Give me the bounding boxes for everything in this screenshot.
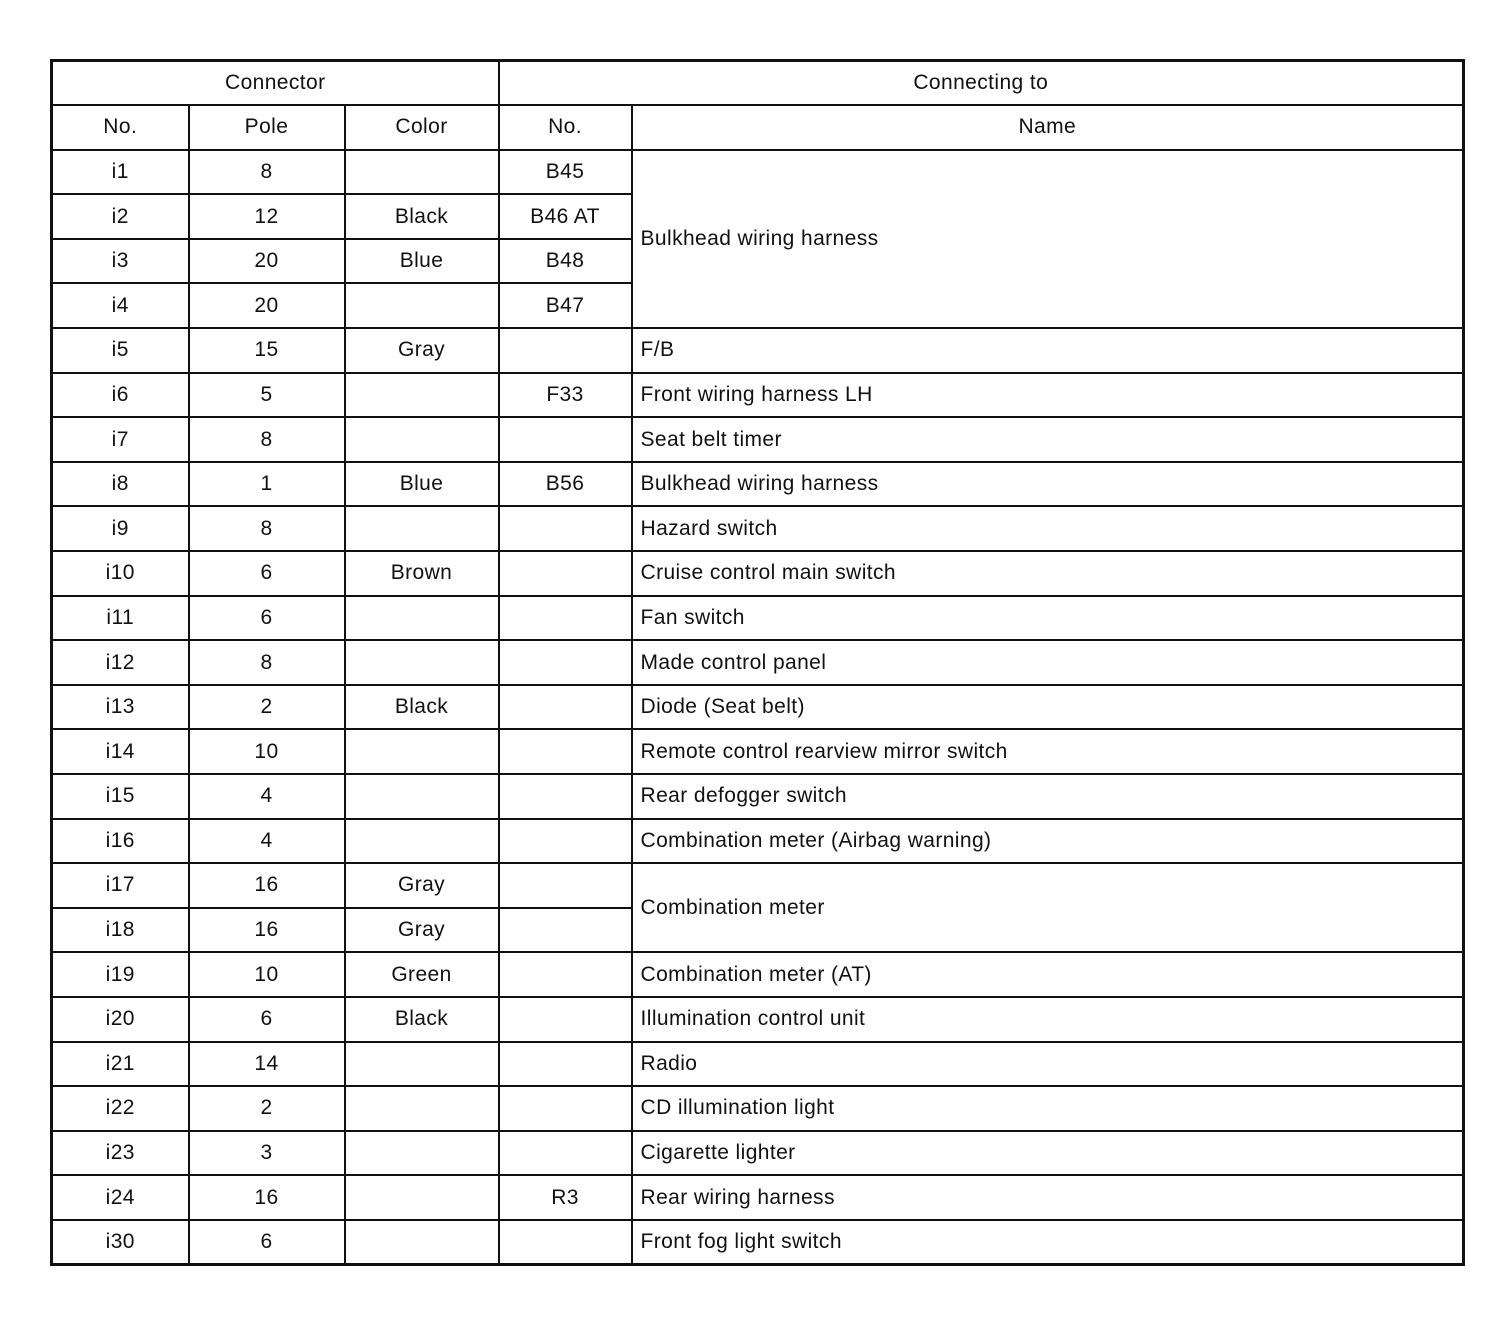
color-cell: Gray <box>345 328 499 373</box>
table-row <box>52 640 1464 685</box>
name-cell: Hazard switch <box>632 506 1464 551</box>
connecting-no-cell <box>499 729 632 774</box>
connector-no-cell: i19 <box>52 952 189 997</box>
color-cell <box>345 729 499 774</box>
name-cell: F/B <box>632 328 1464 373</box>
connecting-no-cell: B46 AT <box>499 194 632 239</box>
table-row <box>52 1220 1464 1265</box>
pole-cell: 12 <box>189 194 345 239</box>
connector-no-cell: i22 <box>52 1086 189 1131</box>
color-cell: Black <box>345 997 499 1042</box>
table-row <box>52 774 1464 819</box>
name-cell: CD illumination light <box>632 1086 1464 1131</box>
pole-cell: 10 <box>189 952 345 997</box>
color-cell <box>345 417 499 462</box>
name-cell: Combination meter <box>632 863 1464 952</box>
pole-cell: 8 <box>189 150 345 195</box>
table-row <box>52 685 1464 730</box>
connector-no-cell: i5 <box>52 328 189 373</box>
connector-no-cell: i21 <box>52 1042 189 1087</box>
name-cell: Bulkhead wiring harness <box>632 462 1464 507</box>
group-header-row <box>52 61 1464 106</box>
pole-cell: 15 <box>189 328 345 373</box>
name-column-header: Name <box>632 105 1464 150</box>
color-cell <box>345 1131 499 1176</box>
pole-cell: 8 <box>189 417 345 462</box>
table-row <box>52 1131 1464 1176</box>
pole-cell: 6 <box>189 1220 345 1265</box>
color-cell <box>345 506 499 551</box>
connector-no-cell: i13 <box>52 685 189 730</box>
color-cell <box>345 150 499 195</box>
connector-no-cell: i1 <box>52 150 189 195</box>
connector-no-cell: i18 <box>52 908 189 953</box>
color-cell: Gray <box>345 863 499 908</box>
pole-cell: 5 <box>189 373 345 418</box>
table-row <box>52 952 1464 997</box>
pole-cell: 20 <box>189 239 345 284</box>
color-cell: Brown <box>345 551 499 596</box>
table-row <box>52 1086 1464 1131</box>
color-cell: Black <box>345 194 499 239</box>
table-row <box>52 729 1464 774</box>
color-cell: Gray <box>345 908 499 953</box>
name-cell: Rear wiring harness <box>632 1175 1464 1220</box>
connector-no-cell: i10 <box>52 551 189 596</box>
pole-cell: 8 <box>189 506 345 551</box>
connecting-no-cell: B45 <box>499 150 632 195</box>
table-row <box>52 863 1464 908</box>
name-cell: Front wiring harness LH <box>632 373 1464 418</box>
connector-no-cell: i20 <box>52 997 189 1042</box>
table-row <box>52 596 1464 641</box>
color-cell: Black <box>345 685 499 730</box>
color-cell: Blue <box>345 462 499 507</box>
pole-cell: 2 <box>189 1086 345 1131</box>
pole-cell: 16 <box>189 1175 345 1220</box>
connecting-no-cell <box>499 506 632 551</box>
color-cell <box>345 596 499 641</box>
color-cell <box>345 373 499 418</box>
connector-no-cell: i17 <box>52 863 189 908</box>
name-cell: Front fog light switch <box>632 1220 1464 1265</box>
connector-no-cell: i2 <box>52 194 189 239</box>
pole-cell: 6 <box>189 997 345 1042</box>
connecting-no-cell <box>499 819 632 864</box>
pole-cell: 16 <box>189 908 345 953</box>
connector-table <box>50 59 1465 1266</box>
connecting-no-cell <box>499 863 632 908</box>
name-cell: Radio <box>632 1042 1464 1087</box>
pole-cell: 3 <box>189 1131 345 1176</box>
name-cell: Cigarette lighter <box>632 1131 1464 1176</box>
connecting-no-cell: F33 <box>499 373 632 418</box>
table-body <box>52 150 1464 1265</box>
connector-no-cell: i6 <box>52 373 189 418</box>
connecting-to-group-header: Connecting to <box>499 61 1464 106</box>
pole-cell: 10 <box>189 729 345 774</box>
connecting-no-cell <box>499 1131 632 1176</box>
connector-no-cell: i12 <box>52 640 189 685</box>
name-cell: Fan switch <box>632 596 1464 641</box>
connecting-no-cell: B48 <box>499 239 632 284</box>
connecting-no-cell <box>499 1042 632 1087</box>
color-cell: Green <box>345 952 499 997</box>
connecting-no-cell <box>499 997 632 1042</box>
name-cell: Diode (Seat belt) <box>632 685 1464 730</box>
table-row <box>52 1175 1464 1220</box>
color-cell <box>345 1220 499 1265</box>
pole-cell: 1 <box>189 462 345 507</box>
table-row <box>52 506 1464 551</box>
name-cell: Seat belt timer <box>632 417 1464 462</box>
connector-no-cell: i11 <box>52 596 189 641</box>
color-cell: Blue <box>345 239 499 284</box>
table-row <box>52 150 1464 195</box>
connector-no-cell: i3 <box>52 239 189 284</box>
color-cell <box>345 774 499 819</box>
connecting-no-cell: B47 <box>499 283 632 328</box>
connector-no-cell: i15 <box>52 774 189 819</box>
color-cell <box>345 283 499 328</box>
connecting-no-cell <box>499 328 632 373</box>
connecting-no-cell <box>499 640 632 685</box>
pole-cell: 16 <box>189 863 345 908</box>
pole-cell: 20 <box>189 283 345 328</box>
pole-cell: 2 <box>189 685 345 730</box>
connecting-no-cell: B56 <box>499 462 632 507</box>
connecting-no-cell: R3 <box>499 1175 632 1220</box>
no-column-header: No. <box>52 105 189 150</box>
name-cell: Rear defogger switch <box>632 774 1464 819</box>
pole-cell: 4 <box>189 774 345 819</box>
connector-no-cell: i23 <box>52 1131 189 1176</box>
pole-cell: 4 <box>189 819 345 864</box>
name-cell: Remote control rearview mirror switch <box>632 729 1464 774</box>
connector-no-cell: i30 <box>52 1220 189 1265</box>
table-row <box>52 373 1464 418</box>
name-cell: Made control panel <box>632 640 1464 685</box>
connector-no-cell: i9 <box>52 506 189 551</box>
pole-cell: 14 <box>189 1042 345 1087</box>
connecting-no-column-header: No. <box>499 105 632 150</box>
color-cell <box>345 1042 499 1087</box>
name-cell: Cruise control main switch <box>632 551 1464 596</box>
column-header-row <box>52 105 1464 150</box>
table-row <box>52 819 1464 864</box>
connecting-no-cell <box>499 1220 632 1265</box>
pole-cell: 6 <box>189 551 345 596</box>
pole-column-header: Pole <box>189 105 345 150</box>
connecting-no-cell <box>499 551 632 596</box>
color-cell <box>345 1086 499 1131</box>
name-cell: Combination meter (AT) <box>632 952 1464 997</box>
connector-no-cell: i8 <box>52 462 189 507</box>
table-row <box>52 462 1464 507</box>
color-column-header: Color <box>345 105 499 150</box>
color-cell <box>345 819 499 864</box>
connecting-no-cell <box>499 417 632 462</box>
name-cell: Bulkhead wiring harness <box>632 150 1464 328</box>
connecting-no-cell <box>499 908 632 953</box>
table-row <box>52 417 1464 462</box>
connecting-no-cell <box>499 596 632 641</box>
connector-no-cell: i4 <box>52 283 189 328</box>
connector-group-header: Connector <box>52 61 499 106</box>
table-row <box>52 997 1464 1042</box>
color-cell <box>345 1175 499 1220</box>
connector-no-cell: i16 <box>52 819 189 864</box>
connecting-no-cell <box>499 774 632 819</box>
table-row <box>52 1042 1464 1087</box>
connecting-no-cell <box>499 685 632 730</box>
table-row <box>52 551 1464 596</box>
connector-no-cell: i24 <box>52 1175 189 1220</box>
connecting-no-cell <box>499 952 632 997</box>
color-cell <box>345 640 499 685</box>
connecting-no-cell <box>499 1086 632 1131</box>
connector-no-cell: i14 <box>52 729 189 774</box>
table-row <box>52 328 1464 373</box>
name-cell: Combination meter (Airbag warning) <box>632 819 1464 864</box>
pole-cell: 6 <box>189 596 345 641</box>
connector-no-cell: i7 <box>52 417 189 462</box>
pole-cell: 8 <box>189 640 345 685</box>
name-cell: Illumination control unit <box>632 997 1464 1042</box>
